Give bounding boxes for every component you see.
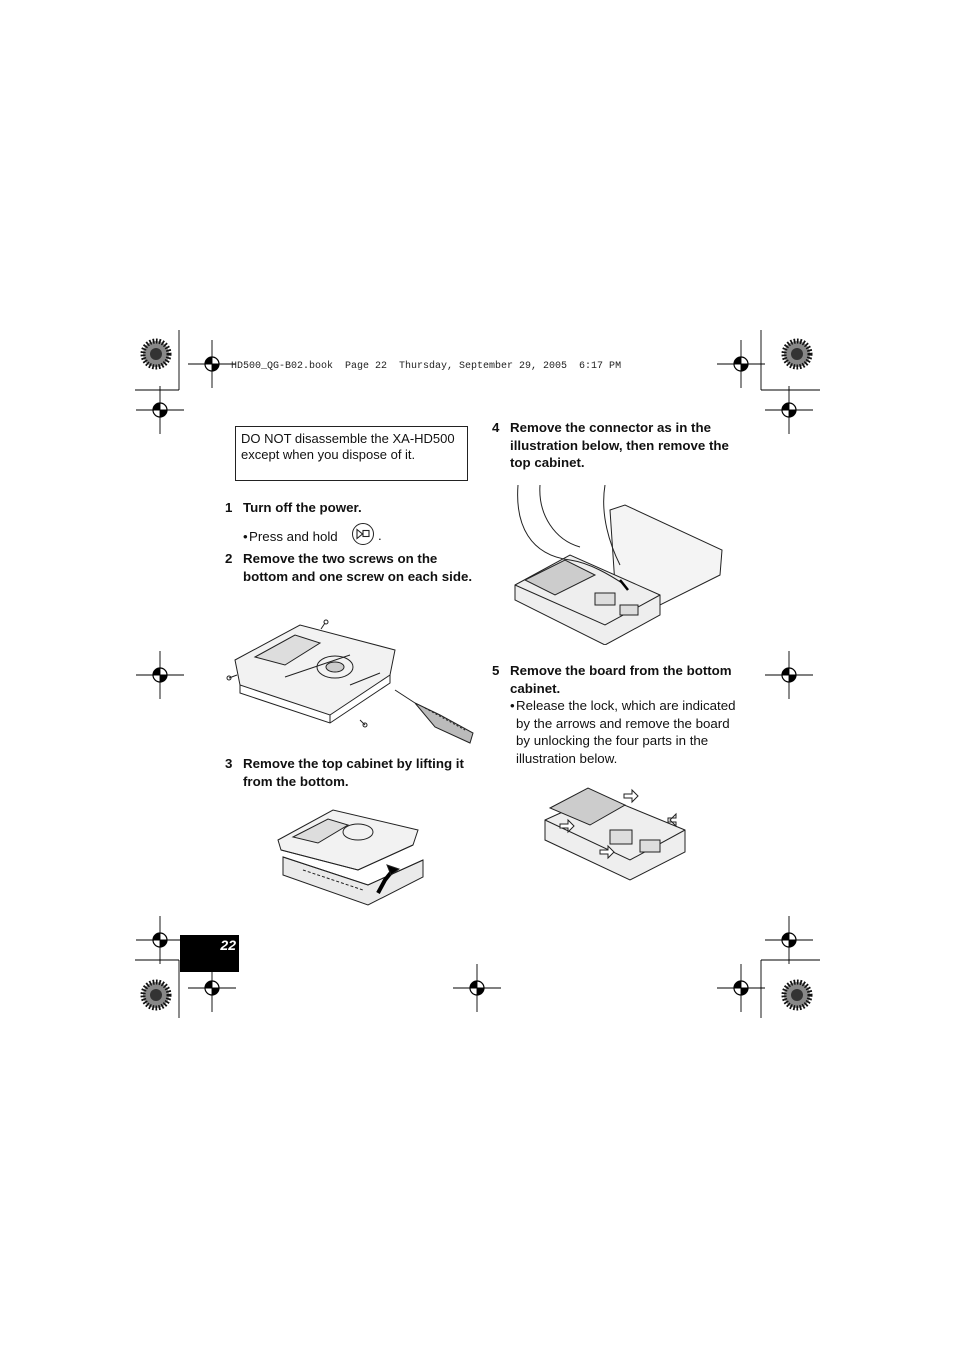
warning-box [235,426,468,481]
illustration-release-locks [540,780,700,885]
illustration-remove-screws [225,615,475,745]
bullet-mark: • [510,698,515,713]
page-number-badge [180,935,239,972]
step-title: Remove the board from the bottom cabinet. [510,663,732,696]
step-5 [492,662,742,698]
step-5-bullet [510,697,750,769]
bullet-trailing: . [378,528,382,543]
step-number: 5 [492,663,500,678]
print-header: HD500_QG-B02.book Page 22 Thursday, September 29, 2005 6:17 PM [231,361,622,372]
page-number: 22 [220,937,236,953]
step-number: 4 [492,420,500,435]
step-number: 1 [225,500,233,515]
bullet-text: Press and hold [249,529,338,544]
step-2 [225,550,475,604]
illustration-lift-top-cabinet [273,805,433,915]
step-4 [492,419,742,473]
step-title: Remove the connector as in the illustration below, then remove the top cabinet. [510,420,729,470]
step-title: Turn off the power. [243,500,362,515]
step-title: Remove the top cabinet by lifting it from the bottom. [243,756,464,789]
step-3 [225,755,475,791]
warning-text: DO NOT disassemble the XA-HD500 except when you dispose of it. [241,431,455,462]
illustration-remove-connector [510,485,725,645]
bullet-mark: • [243,529,248,544]
step-number: 3 [225,756,233,771]
step-number: 2 [225,551,233,566]
play-stop-key-icon [352,523,374,545]
step-title: Remove the two screws on the bottom and one screw on each side. [243,551,473,584]
bullet-text: Release the lock, which are indicated by the arrows and remove the board by unlocking the four parts in the illustration below. [516,698,736,766]
